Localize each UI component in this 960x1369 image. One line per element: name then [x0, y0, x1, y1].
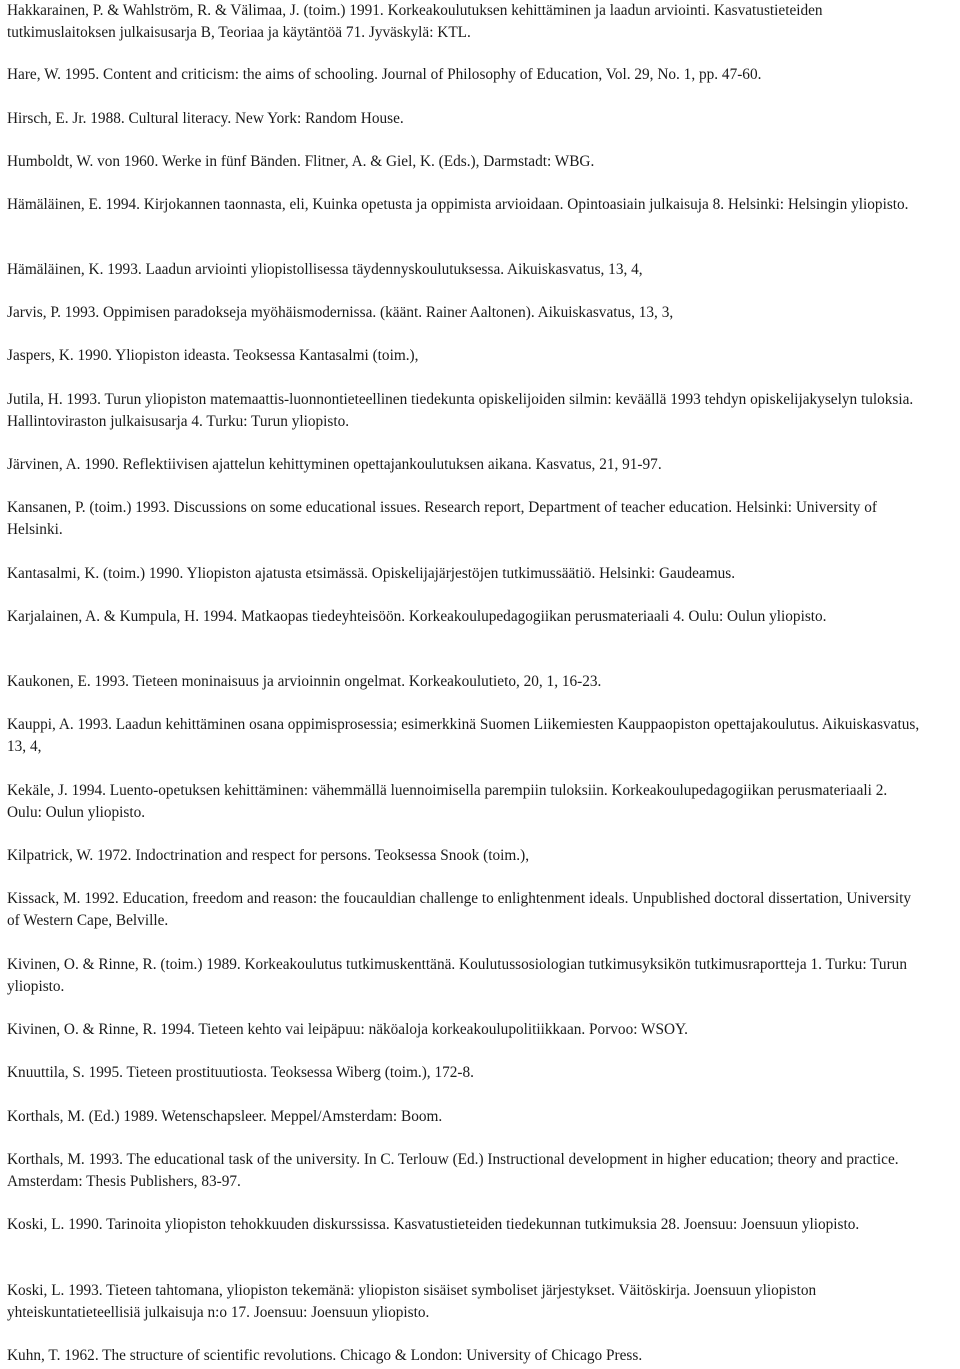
- reference-entry: Hämäläinen, E. 1994. Kirjokannen taonnasta, eli, Kuinka opetusta ja oppimista arvioidaan. Opintoasiain julkaisuja 8. Helsinki: Helsingin yliopisto.: [7, 196, 909, 213]
- reference-entry: Kissack, M. 1992. Education, freedom and reason: the foucauldian challenge to enlightenment ideals. Unpublished doctoral dissertation, University of Western Cape, Belville.: [7, 890, 911, 929]
- reference-entry: Kaukonen, E. 1993. Tieteen moninaisuus ja arvioinnin ongelmat. Korkeakoulutieto, 20, 1, 16-23.: [7, 673, 602, 690]
- reference-entry: Kauppi, A. 1993. Laadun kehittäminen osana oppimisprosessia; esimerkkinä Suomen Liikemiesten Kauppaopiston opettajakoulutus. Aikuiskasvatus, 13, 4,: [7, 716, 920, 755]
- reference-entry: Jarvis, P. 1993. Oppimisen paradokseja myöhäismodernissa. (käänt. Rainer Aaltonen). Aikuiskasvatus, 13, 3,: [7, 304, 674, 321]
- reference-entry: Kuhn, T. 1962. The structure of scientific revolutions. Chicago & London: University of Chicago Press.: [7, 1347, 643, 1364]
- reference-entry: Hämäläinen, K. 1993. Laadun arviointi yliopistollisessa täydennyskoulutuksessa. Aikuiskasvatus, 13, 4,: [7, 261, 643, 278]
- reference-entry: Koski, L. 1990. Tarinoita yliopiston tehokkuuden diskurssissa. Kasvatustieteiden tiedekunnan tutkimuksia 28. Joensuu: Joensuun yliopisto.: [7, 1216, 860, 1233]
- reference-entry: Kivinen, O. & Rinne, R. 1994. Tieteen kehto vai leipäpuu: näköaloja korkeakoulupolitiikkaan. Porvoo: WSOY.: [7, 1021, 688, 1038]
- reference-entry: Karjalainen, A. & Kumpula, H. 1994. Matkaopas tiedeyhteisöön. Korkeakoulupedagogiikan perusmateriaali 4. Oulu: Oulun yliopisto.: [7, 608, 827, 625]
- reference-entry: Jutila, H. 1993. Turun yliopiston matemaattis-luonnontieteellinen tiedekunta opiskelijoiden silmin: keväällä 1993 tehdyn opiskelijakyselyn tuloksia. Hallintoviraston julkaisusarja 4. Turku: Turun yliopisto.: [7, 391, 914, 430]
- reference-entry: Knuuttila, S. 1995. Tieteen prostituutiosta. Teoksessa Wiberg (toim.), 172-8.: [7, 1064, 474, 1081]
- reference-entry: Kekäle, J. 1994. Luento-opetuksen kehittäminen: vähemmällä luennoimisella parempiin tuloksiin. Korkeakoulupedagogiikan perusmateriaali 2. Oulu: Oulun yliopisto.: [7, 782, 888, 821]
- reference-entry: Jaspers, K. 1990. Yliopiston ideasta. Teoksessa Kantasalmi (toim.),: [7, 347, 419, 364]
- reference-entry: Korthals, M. (Ed.) 1989. Wetenschapsleer. Meppel/Amsterdam: Boom.: [7, 1108, 443, 1125]
- reference-entry: Kantasalmi, K. (toim.) 1990. Yliopiston ajatusta etsimässä. Opiskelijajärjestöjen tutkimussäätiö. Helsinki: Gaudeamus.: [7, 565, 736, 582]
- reference-entry: Kilpatrick, W. 1972. Indoctrination and respect for persons. Teoksessa Snook (toim.),: [7, 847, 530, 864]
- reference-entry: Kansanen, P. (toim.) 1993. Discussions on some educational issues. Research report, Department of teacher education. Helsinki: University of Helsinki.: [7, 499, 878, 538]
- reference-entry: Humboldt, W. von 1960. Werke in fünf Bänden. Flitner, A. & Giel, K. (Eds.), Darmstadt: WBG.: [7, 153, 595, 170]
- reference-entry: Kivinen, O. & Rinne, R. (toim.) 1989. Korkeakoulutus tutkimuskenttänä. Koulutussosiologian tutkimusyksikön tutkimusraportteja 1. Turku: Turun yliopisto.: [7, 956, 907, 995]
- reference-entry: Korthals, M. 1993. The educational task of the university. In C. Terlouw (Ed.) Instructional development in higher education; theory and practice. Amsterdam: Thesis Publishers, 83-97.: [7, 1151, 899, 1190]
- reference-entry: Järvinen, A. 1990. Reflektiivisen ajattelun kehittyminen opettajankoulutuksen aikana. Kasvatus, 21, 91-97.: [7, 456, 662, 473]
- reference-entry: Hirsch, E. Jr. 1988. Cultural literacy. New York: Random House.: [7, 110, 404, 127]
- reference-entry: Koski, L. 1993. Tieteen tahtomana, yliopiston tekemänä: yliopiston sisäiset symboliset järjestykset. Väitöskirja. Joensuun yliopiston yhteiskuntatieteellisiä julkaisuja n:o 17. Joensuu: Joensuun yliopisto.: [7, 1282, 817, 1321]
- reference-entry: Hakkarainen, P. & Wahlström, R. & Välimaa, J. (toim.) 1991. Korkeakoulutuksen kehittäminen ja laadun arviointi. Kasvatustieteiden tutkimuslaitoksen julkaisusarja B, Teoriaa ja käytäntöä 71. Jyväskylä: KTL.: [7, 2, 823, 41]
- reference-entry: Hare, W. 1995. Content and criticism: the aims of schooling. Journal of Philosophy of Education, Vol. 29, No. 1, pp. 47-60.: [7, 66, 762, 83]
